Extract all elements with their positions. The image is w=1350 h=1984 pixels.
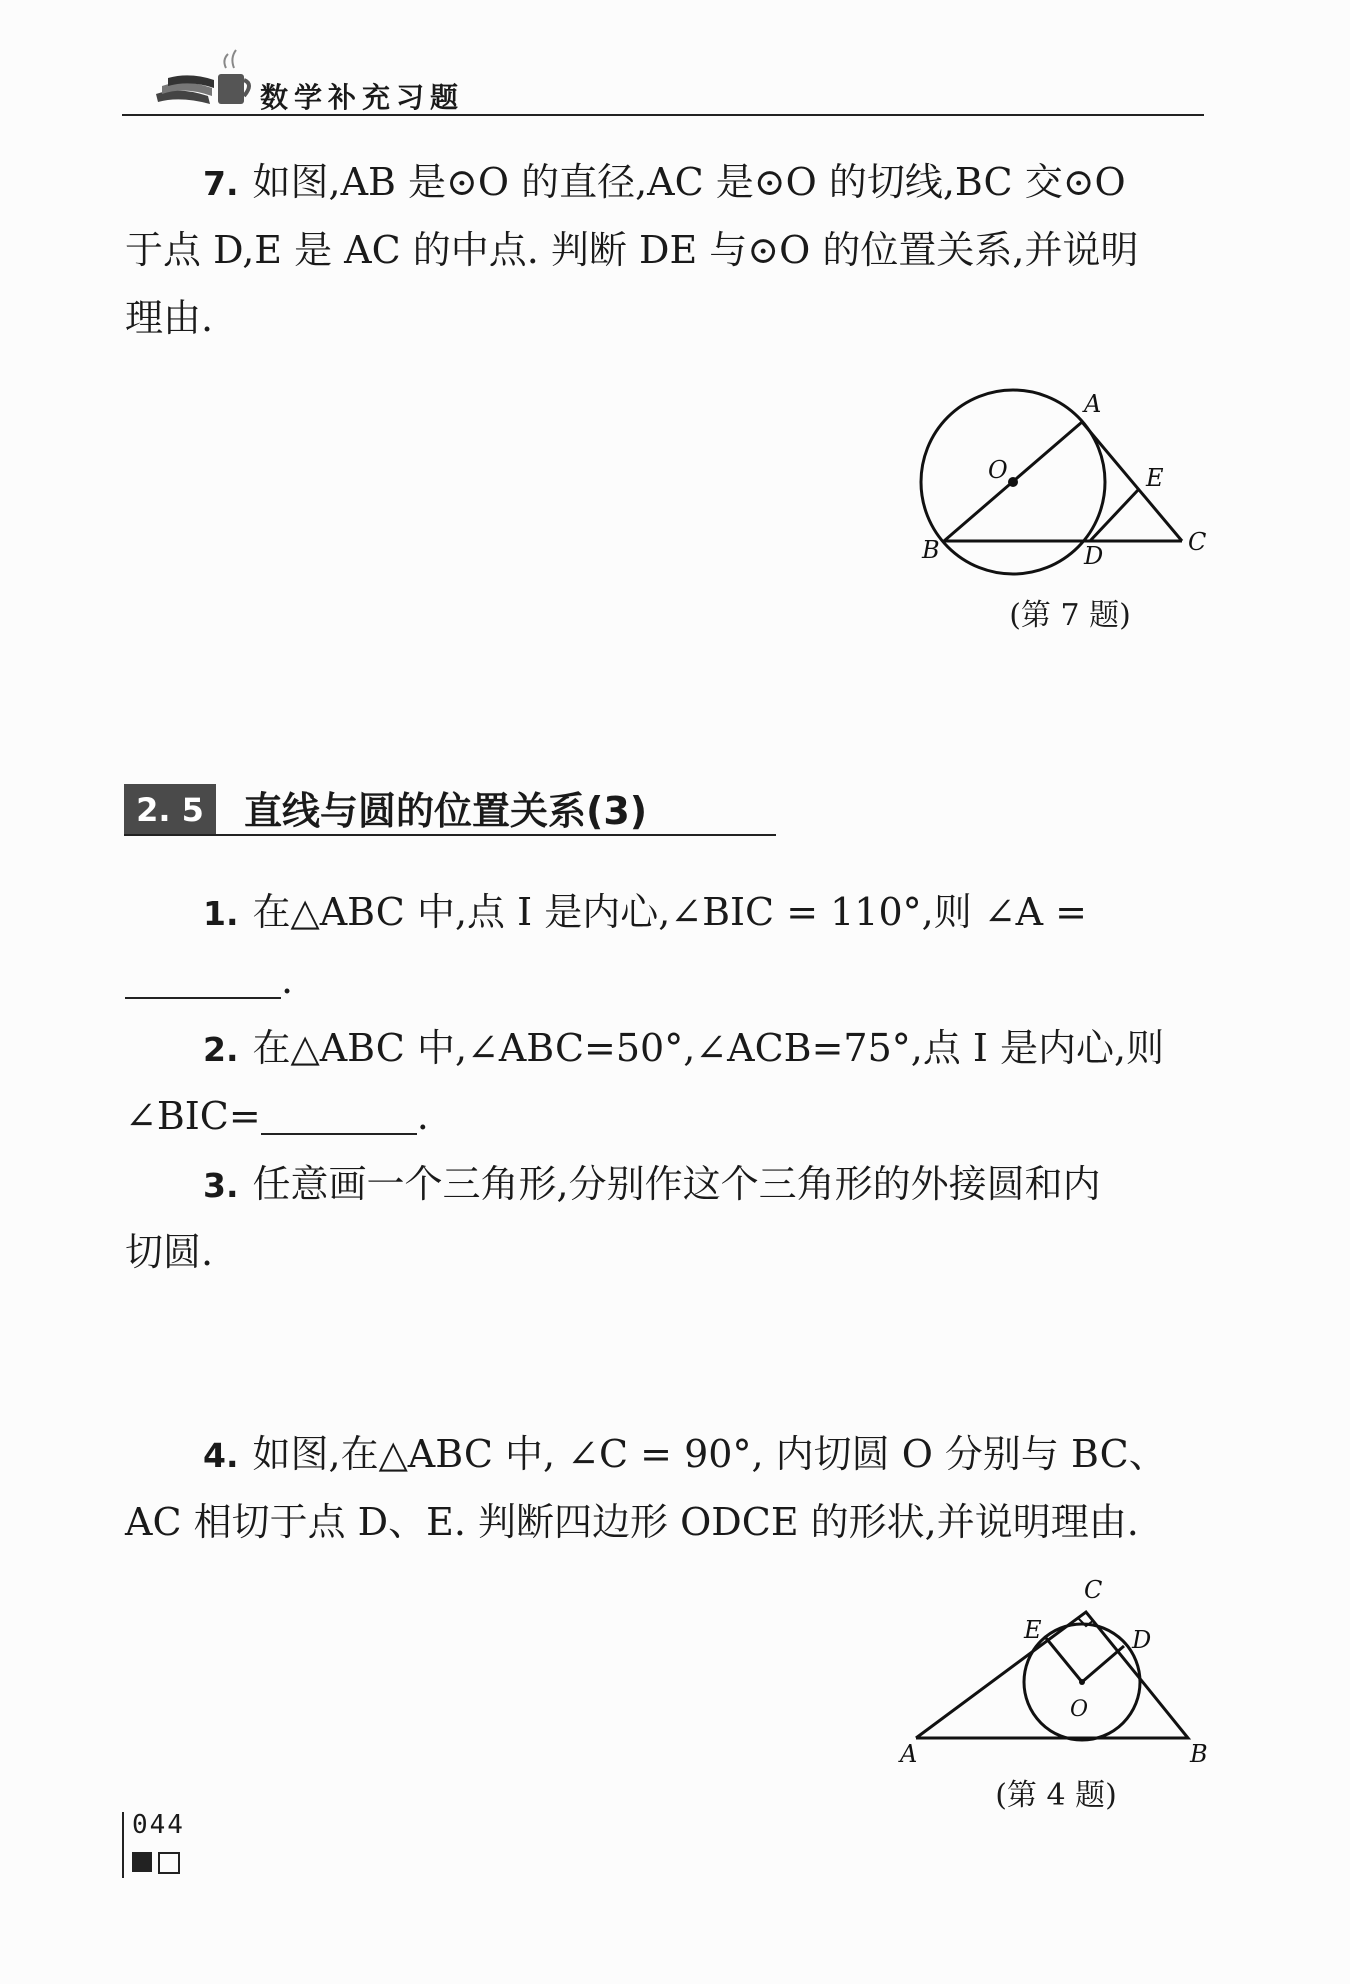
problem-7-text-1: 如图,AB 是⊙O 的直径,AC 是⊙O 的切线,BC 交⊙O bbox=[252, 160, 1126, 204]
label-d: D bbox=[1084, 542, 1104, 570]
section-rule bbox=[124, 834, 776, 836]
books-and-cup-icon bbox=[148, 46, 258, 122]
label-d: D bbox=[1132, 1626, 1152, 1654]
question-4-line-2: AC 相切于点 D、E. 判断四边形 ODCE 的形状,并说明理由. bbox=[125, 1500, 1139, 1544]
problem-4-caption: (第 4 题) bbox=[995, 1778, 1117, 1813]
label-a: A bbox=[900, 1740, 918, 1766]
question-4-number: 4. bbox=[203, 1436, 239, 1475]
question-1-number: 1. bbox=[203, 894, 239, 933]
segment-od bbox=[1082, 1646, 1124, 1682]
answer-blank-2[interactable] bbox=[261, 1095, 417, 1135]
problem-7-line-1 bbox=[125, 148, 1205, 218]
problem-7-caption: (第 7 题) bbox=[1009, 598, 1131, 633]
question-1-line-1 bbox=[125, 878, 1205, 948]
label-o: O bbox=[988, 456, 1008, 484]
center-o-dot bbox=[1008, 477, 1018, 487]
question-3-text: 任意画一个三角形,分别作这个三角形的外接圆和内 bbox=[252, 1162, 1101, 1206]
question-2-text: 在△ABC 中,∠ABC=50°,∠ACB=75°,点 I 是内心,则 bbox=[252, 1026, 1165, 1070]
filled-square-icon bbox=[132, 1852, 152, 1872]
question-4-text: 如图,在△ABC 中, ∠C = 90°, 内切圆 O 分别与 BC、 bbox=[252, 1432, 1167, 1476]
question-1-text: 在△ABC 中,点 I 是内心,∠BIC = 110°,则 ∠A = bbox=[252, 890, 1088, 934]
label-b: B bbox=[1190, 1740, 1208, 1766]
segment-oe bbox=[1046, 1638, 1082, 1682]
label-e: E bbox=[1146, 464, 1164, 492]
question-2-line-2 bbox=[125, 1082, 1205, 1150]
empty-square-icon bbox=[158, 1852, 180, 1874]
question-3-number: 3. bbox=[203, 1166, 239, 1205]
center-o-dot bbox=[1079, 1679, 1085, 1685]
page-number: 044 bbox=[132, 1810, 185, 1840]
problem-7-line-2: 于点 D,E 是 AC 的中点. 判断 DE 与⊙O 的位置关系,并说明 bbox=[125, 228, 1139, 272]
question-2-end: . bbox=[416, 1094, 429, 1138]
question-2-line-1 bbox=[125, 1014, 1205, 1084]
problem-7-line-3: 理由. bbox=[125, 296, 214, 340]
book-title: 数学补充习题 bbox=[260, 81, 465, 114]
label-o: O bbox=[1070, 1697, 1089, 1722]
label-e: E bbox=[1024, 1616, 1042, 1644]
section-number-badge: 2. 5 bbox=[124, 784, 216, 836]
header-rule bbox=[122, 114, 1204, 116]
question-1-end: . bbox=[281, 958, 294, 1002]
label-c: C bbox=[1188, 528, 1207, 556]
label-a: A bbox=[1084, 390, 1102, 418]
label-c: C bbox=[1084, 1576, 1103, 1604]
page-header bbox=[122, 36, 1202, 120]
question-1-line-2 bbox=[125, 946, 1205, 1014]
question-4-line-1 bbox=[125, 1420, 1205, 1490]
question-2-text-2: ∠BIC= bbox=[125, 1094, 261, 1138]
question-3-line-1 bbox=[125, 1150, 1205, 1220]
footer-bar bbox=[122, 1812, 124, 1878]
answer-blank-1[interactable] bbox=[125, 959, 281, 999]
question-3-line-2: 切圆. bbox=[125, 1230, 214, 1274]
question-2-number: 2. bbox=[203, 1030, 239, 1069]
figure-problem-7 bbox=[900, 380, 1240, 580]
segment-ac bbox=[1082, 422, 1182, 541]
figure-problem-4 bbox=[886, 1566, 1226, 1766]
label-b: B bbox=[922, 536, 940, 564]
section-title: 直线与圆的位置关系(3) bbox=[244, 789, 648, 833]
problem-7-number: 7. bbox=[203, 164, 239, 203]
